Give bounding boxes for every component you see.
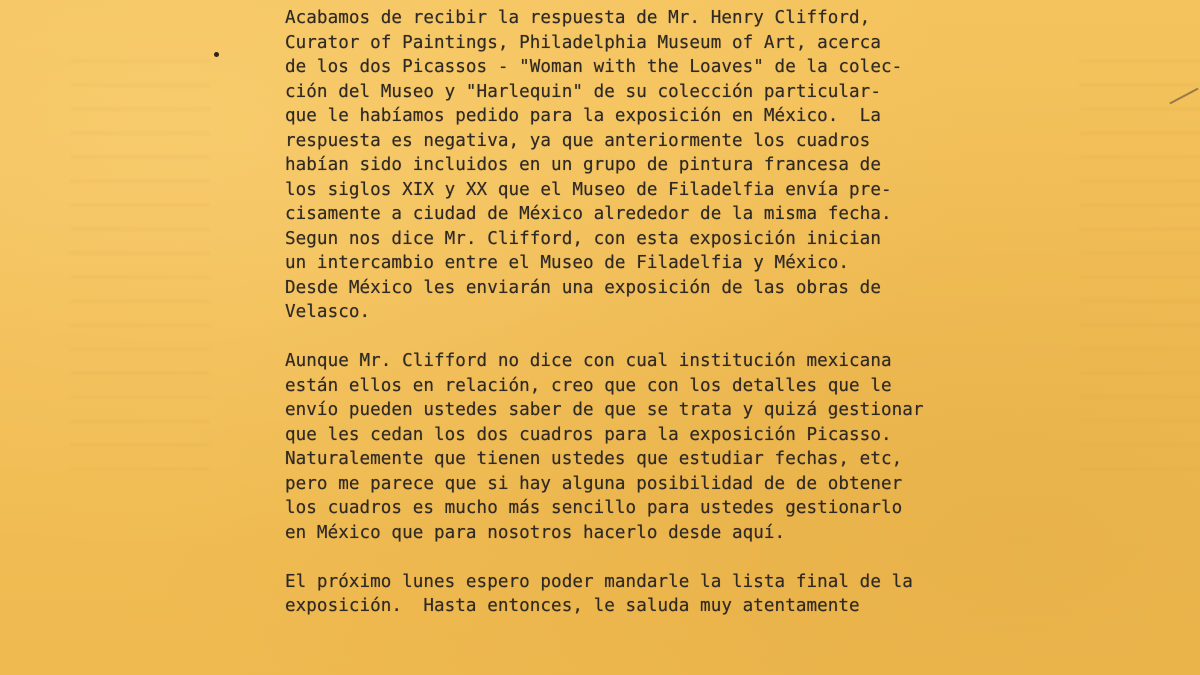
- paragraph-1: [285, 6, 1045, 325]
- text-line: los siglos XIX y XX que el Museo de Filadelfia envía pre-: [285, 179, 892, 200]
- reverse-side-bleed-right: [1080, 60, 1200, 480]
- typewritten-letter: [285, 6, 1045, 619]
- text-line: los cuadros es mucho más sencillo para ustedes gestionarlo: [285, 498, 903, 518]
- text-line: Acabamos de recibir la respuesta de Mr. Henry Clifford,: [285, 8, 871, 28]
- text-line: envío pueden ustedes saber de que se trata y quizá gestionar: [285, 400, 924, 420]
- text-line: Velasco.: [285, 302, 371, 322]
- paragraph-2: [285, 349, 1045, 545]
- paragraph-gap: [285, 325, 1045, 350]
- paragraph-gap: [285, 545, 1045, 570]
- text-line: exposición. Hasta entonces, le saluda muy atentamente: [285, 596, 860, 616]
- text-line: de los dos Picassos - "Woman with the Loaves" de la colec-: [285, 57, 903, 77]
- text-line: que les cedan los dos cuadros para la exposición Picasso.: [285, 424, 892, 445]
- text-line: Segun nos dice Mr. Clifford, con esta exposición inician: [285, 228, 881, 249]
- text-line: habían sido incluidos en un grupo de pintura francesa de: [285, 155, 881, 175]
- margin-dot: [214, 52, 219, 57]
- text-line: respuesta es negativa, ya que anteriormente los cuadros: [285, 130, 871, 151]
- paragraph-3: [285, 570, 1045, 619]
- text-line: ción del Museo y "Harlequin" de su colección particular-: [285, 81, 881, 102]
- text-line: pero me parece que si hay alguna posibilidad de de obtener: [285, 473, 903, 494]
- text-line: están ellos en relación, creo que con los detalles que le: [285, 375, 892, 396]
- text-line: Aunque Mr. Clifford no dice con cual institución mexicana: [285, 351, 892, 371]
- reverse-side-bleed-left: [70, 60, 210, 480]
- text-line: Desde México les enviarán una exposición de las obras de: [285, 277, 881, 298]
- text-line: Curator of Paintings, Philadelphia Museum of Art, acerca: [285, 32, 881, 53]
- text-line: Naturalemente que tienen ustedes que estudiar fechas, etc,: [285, 449, 903, 469]
- text-line: un intercambio entre el Museo de Filadelfia y México.: [285, 253, 850, 273]
- text-line: en México que para nosotros hacerlo desde aquí.: [285, 522, 786, 543]
- text-line: El próximo lunes espero poder mandarle la lista final de la: [285, 571, 913, 592]
- text-line: que le habíamos pedido para la exposición en México. La: [285, 106, 881, 126]
- text-line: cisamente a ciudad de México alrededor de la misma fecha.: [285, 204, 892, 224]
